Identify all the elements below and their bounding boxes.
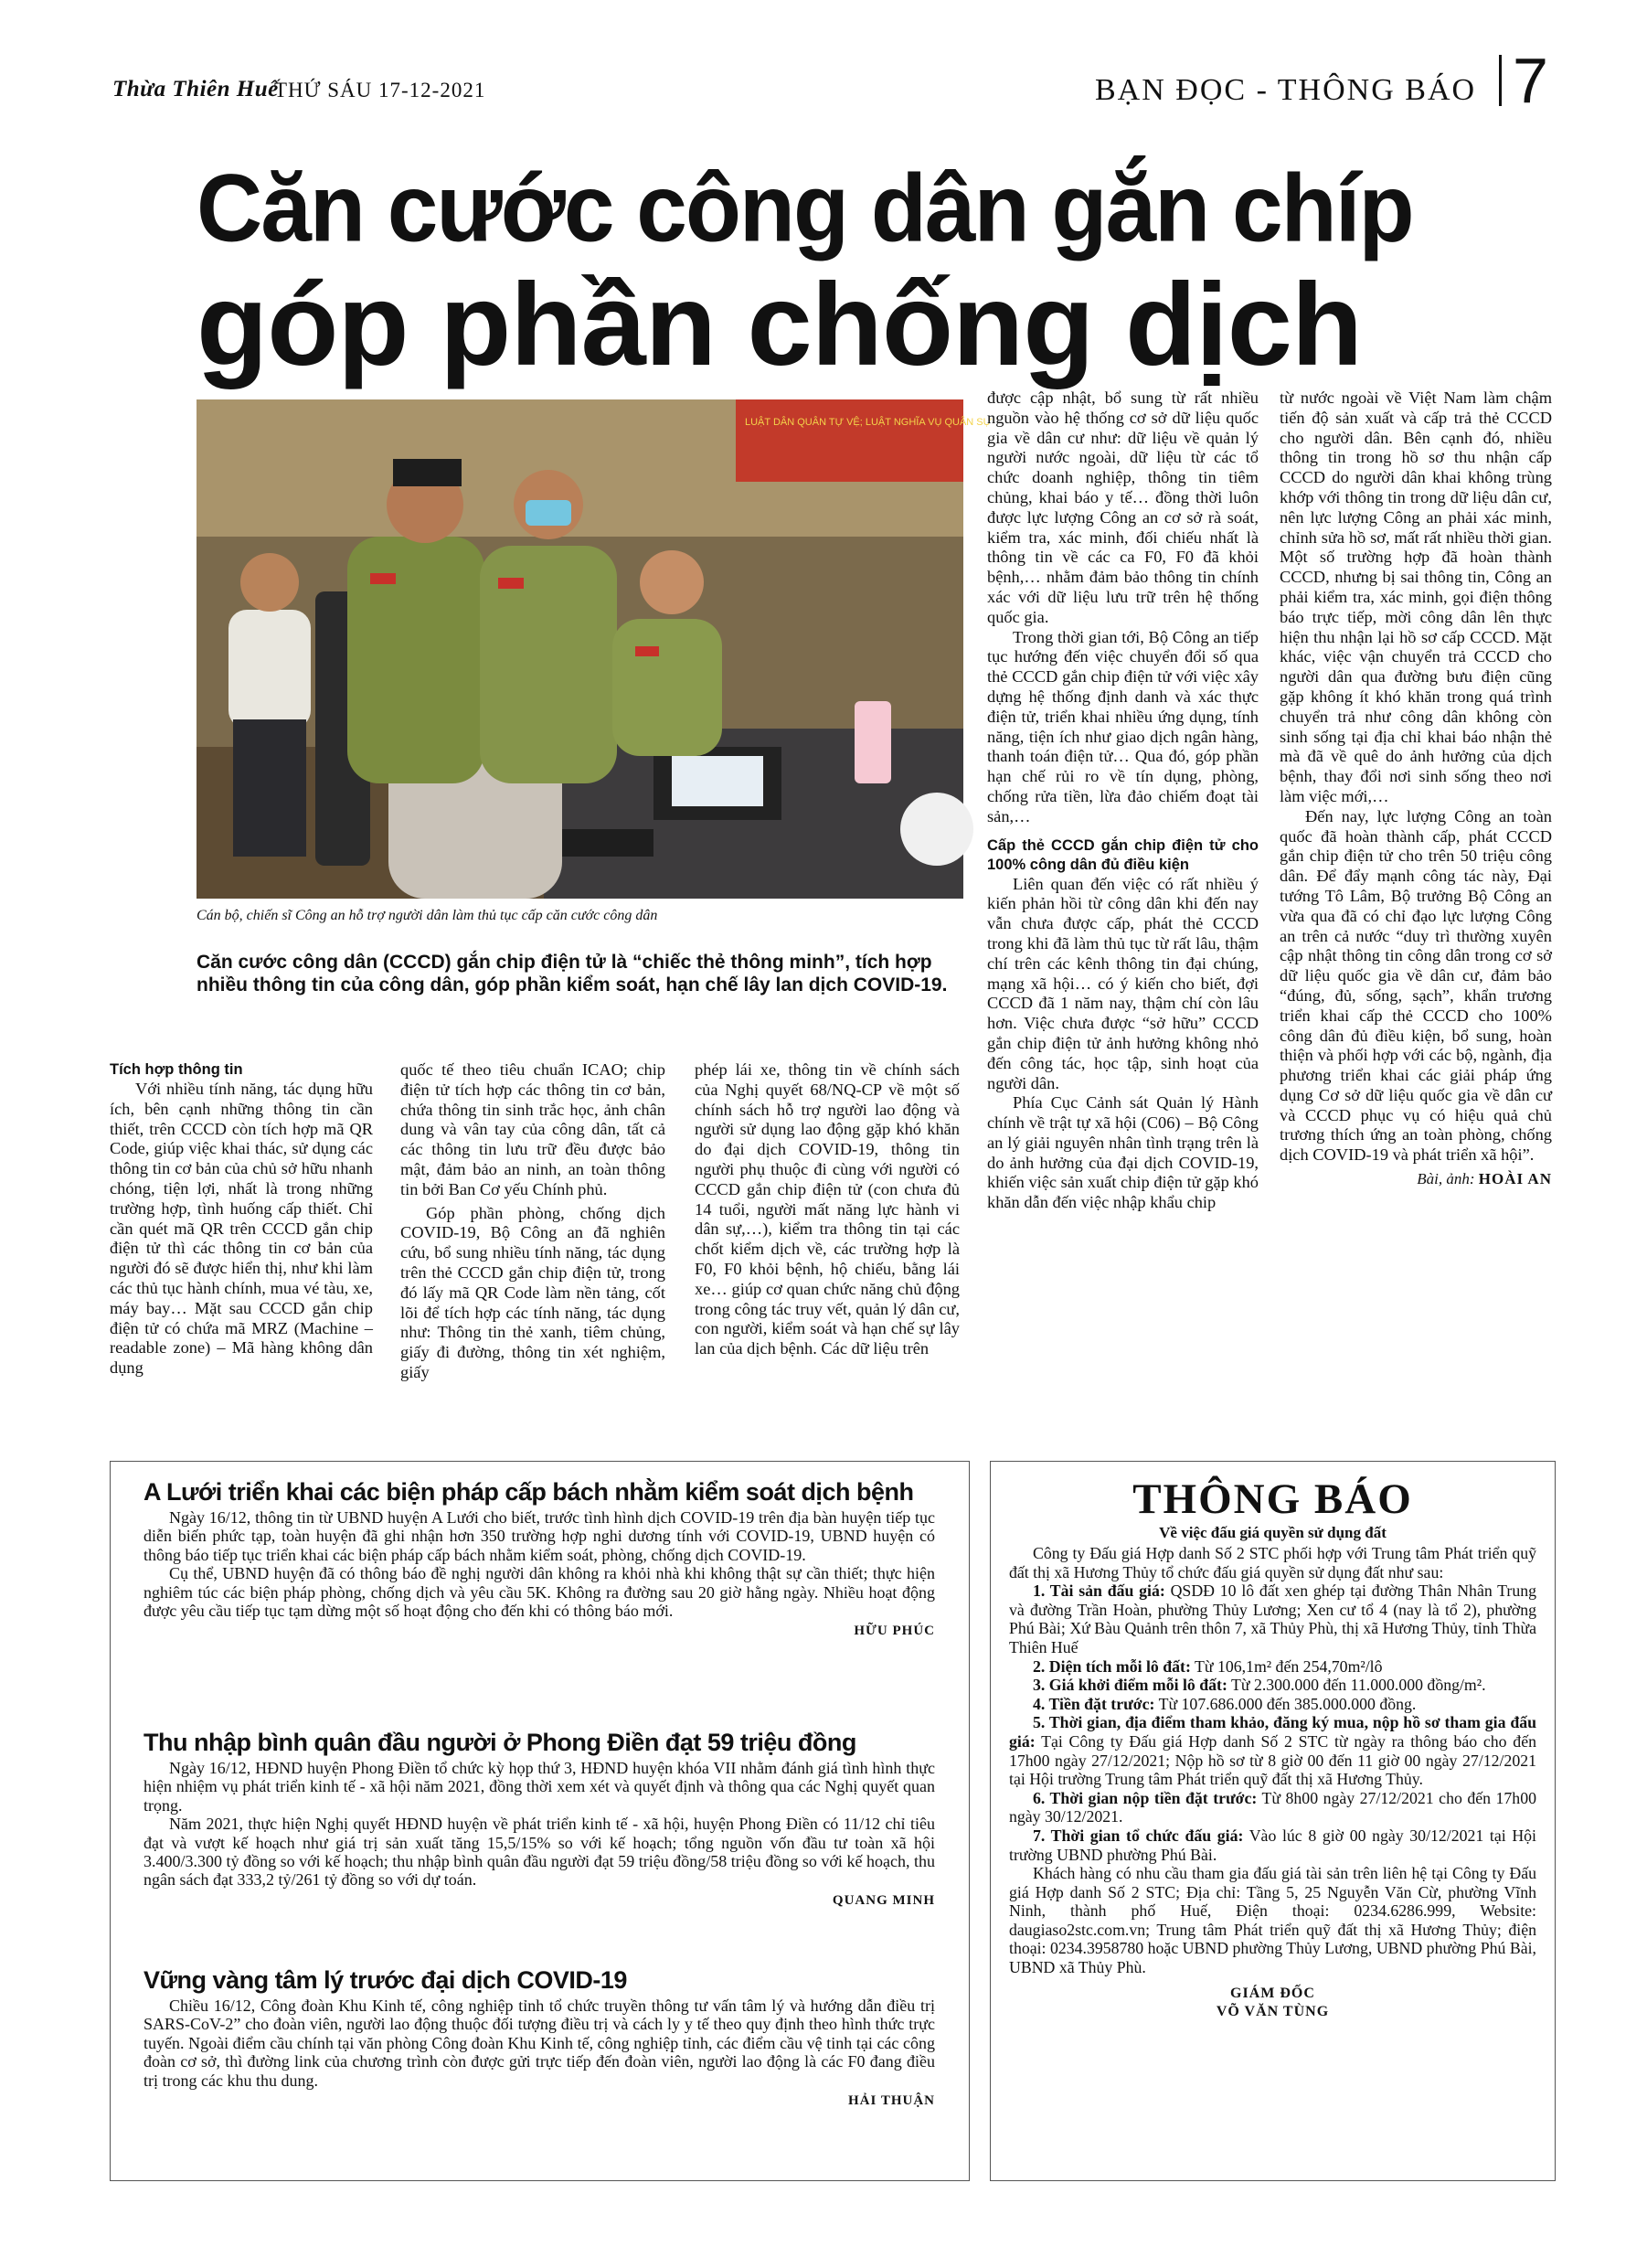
photo-caption: Cán bộ, chiến sĩ Công an hỗ trợ người dân làm thủ tục cấp căn cước công dân — [197, 908, 658, 923]
article-photo — [197, 399, 993, 899]
paragraph: Góp phần phòng, chống dịch COVID-19, Bộ Công an đã nghiên cứu, bổ sung nhiều tính năng, tác dụng trên thẻ CCCD gắn chip điện tử, trong đó lấy mã QR Code làm nền tảng, cốt lõi để tích hợp các tính năng, tác dụng như: Thông tin thẻ xanh, tiêm chủng, giấy đi đường, thông tin xét nghiệm, giấy — [400, 1203, 665, 1381]
item-label: 4. Tiền đặt trước: — [1033, 1694, 1155, 1713]
news-author: QUANG MINH — [832, 1892, 935, 1908]
notice-item-1 — [1009, 1581, 1536, 1656]
notice-contact: Khách hàng có nhu cầu tham gia đấu giá tài sản trên liên hệ tại Công ty Đấu giá Hợp danh Số 2 STC; Địa chỉ: Tầng 5, 25 Nguyễn Văn Cừ, phường Vĩnh Ninh, thành phố Huế, Điện thoại: 0234.6286.999, Website: daugiaso2stc.com.vn; Trung tâm Phát triển quỹ đất thị xã Hương Thủy; điện thoại: 0234.3958780 hoặc UBND phường Thủy Lương, UBND phường Phú Bài, UBND xã Thủy Phù. — [1009, 1864, 1536, 1977]
article-byline — [1280, 1169, 1552, 1189]
news-headline: Thu nhập bình quân đầu người ở Phong Điền đạt 59 triệu đồng — [143, 1729, 856, 1756]
article-column-2 — [400, 1060, 665, 1383]
article-column-1 — [110, 1060, 373, 1379]
news-body — [143, 1996, 935, 2090]
item-label: 3. Giá khởi điểm mỗi lô đất: — [1033, 1676, 1227, 1695]
item-text: Từ 107.686.000 đến 385.000.000 đồng. — [1154, 1694, 1417, 1713]
article-column-3 — [695, 1060, 960, 1359]
news-author: HẢI THUẬN — [848, 2093, 935, 2109]
headline-line-1: Căn cước công dân gắn chíp — [197, 154, 1413, 262]
item-label: 6. Thời gian nộp tiền đặt trước: — [1033, 1788, 1258, 1807]
paragraph: Đến nay, lực lượng Công an toàn quốc đã hoàn thành cấp, phát CCCD gắn chip điện tử cho trên 50 triệu công dân. Để đẩy mạnh công tác này, Đại tướng Tô Lâm, Bộ trưởng Bộ Công an vừa qua đã có chỉ đạo lực lượng Công an trên cả nước “duy trì thường xuyên cập nhật thông tin công dân trong cơ sở dữ liệu quốc gia về dân cư, đảm bảo “đúng, đủ, sống, sạch”, khẩn trương triển khai cấp thẻ CCCD cho 100% công dân đủ điều kiện, bổ sung, hoàn thiện và phối hợp với các bộ, ngành, địa phương triển khai các giải pháp ứng dụng Cơ sở dữ liệu quốc gia về dân cư và CCCD phục vụ có hiệu quả chủ trương thích ứng an toàn phòng, chống dịch COVID-19 và phát triển xã hội”. — [1280, 806, 1552, 1165]
news-briefs-box — [110, 1461, 970, 2181]
item-label: 1. Tài sản đấu giá: — [1033, 1581, 1165, 1601]
page-number: 7 — [1513, 45, 1548, 116]
byline-author: HOÀI AN — [1478, 1170, 1552, 1188]
photo-illustration — [197, 399, 993, 899]
item-text: QSDĐ 10 lô đất xen ghép tại đường Thân Nhân Trung và đường Trần Hoàn, phường Thủy Lương; Xen cư tổ 4 (nay là tổ 2), phường Phú Bài; Xứ Bàu Quảnh trên thôn 7, xã Thủy Phù, thị xã Hương Thủy, tỉnh Thừa Thiên Huế — [1009, 1581, 1537, 1656]
notice-subtitle: Về việc đấu giá quyền sử dụng đất — [1159, 1524, 1387, 1541]
signer-name: VÕ VĂN TÙNG — [1216, 2003, 1330, 2019]
item-label: 2. Diện tích mỗi lô đất: — [1033, 1656, 1191, 1676]
paragraph: Trong thời gian tới, Bộ Công an tiếp tục hướng đến việc chuyển đổi số qua thẻ CCCD gắn chip điện tử với việc xây dựng hệ thống định danh và xác thực điện tử, triển khai nhiều ứng dụng, tính năng, tiện ích như giao dịch ngân hàng, thanh toán điện tử… Qua đó, góp phần hạn chế rủi ro về tín dụng, phòng, chống rửa tiền, lừa đảo chiếm đoạt tài sản,… — [987, 627, 1259, 825]
section-title: BẠN ĐỌC - THÔNG BÁO — [1095, 73, 1477, 107]
news-item — [143, 1729, 935, 1909]
notice-item-2 — [1009, 1657, 1536, 1677]
news-headline: A Lưới triển khai các biện pháp cấp bách nhằm kiểm soát dịch bệnh — [143, 1478, 914, 1506]
news-item — [143, 1478, 935, 1639]
article-column-5 — [1280, 389, 1552, 1189]
signer-title: GIÁM ĐỐC — [1230, 1985, 1315, 2001]
paragraph: Ngày 16/12, thông tin từ UBND huyện A Lưới cho biết, trước tình hình dịch COVID-19 trên địa bàn huyện tiếp tục diễn biến phức tạp, toàn huyện đã ghi nhận hơn 350 trường hợp nghi dương tính với COVID-19, UBND huyện có thông báo tiếp tục triển khai các biện pháp cấp bách nhằm kiểm soát, phòng, chống dịch COVID-19. — [143, 1508, 935, 1564]
notice-signature — [1009, 1985, 1536, 2021]
subheading-integration: Tích hợp thông tin — [110, 1061, 243, 1078]
notice-item-7 — [1009, 1826, 1536, 1864]
news-headline: Vững vàng tâm lý trước đại dịch COVID-19 — [143, 1966, 627, 1994]
subheading-issuance: Cấp thẻ CCCD gắn chip điện tử cho 100% công dân đủ điều kiện — [987, 836, 1259, 873]
notice-item-5 — [1009, 1713, 1536, 1788]
paragraph: từ nước ngoài về Việt Nam làm chậm tiến độ sản xuất và cấp trả thẻ CCCD cho người dân. Bên cạnh đó, nhiều thông tin trong hồ sơ thu nhận cấp CCCD do người dân khai không trùng khớp với thông tin trong dữ liệu dân cư, nên lực lượng Công an phải xác minh, chỉnh sửa hồ sơ, mất rất nhiều thời gian. Một số trường hợp đã hoàn thành CCCD, nhưng bị sai thông tin, Công an phải kiểm tra, xác minh, gọi điện thông báo trực tiếp, mời công dân lên thực hiện thu nhận lại hồ sơ cấp CCCD. Mặt khác, việc vận chuyển trả CCCD cho người dân qua đường bưu điện cũng gặp không ít khó khăn trong quá trình chuyển trả như công dân không còn sinh sống tại địa chỉ khai báo nhận thẻ mà đã về quê do ảnh hưởng của dịch bệnh, thay đổi nơi sinh sống theo nơi làm việc mới,… — [1280, 389, 1552, 805]
auction-notice-box — [990, 1461, 1556, 2181]
paragraph: phép lái xe, thông tin về chính sách của Nghị quyết 68/NQ-CP về một số chính sách hỗ trợ người lao động và người sử dụng lao động gặp khó khăn do đại dịch COVID-19, thông tin người phụ thuộc đi cùng với người có CCCD gắn chip điện tử (con chưa đủ 14 tuổi, người mất năng lực hành vi dân sự,…), kiểm tra thông tin tại các chốt kiểm dịch về, các trường hợp là F0, F0 khỏi bệnh, hộ chiếu, bằng lái xe… giúp cơ quan chức năng chủ động trong công tác truy vết, quản lý dân cư, con người, kiểm soát và hạn chế sự lây lan của dịch bệnh. Các dữ liệu trên — [695, 1060, 960, 1358]
item-text: Từ 8h00 ngày 27/12/2021 cho đến 17h00 ngày 30/12/2021. — [1009, 1788, 1536, 1826]
masthead: Thừa Thiên Huế — [112, 77, 279, 101]
notice-item-4 — [1009, 1695, 1536, 1714]
item-text: Vào lúc 8 giờ 00 ngày 30/12/2021 tại Hội trường UBND phường Phú Bài. — [1009, 1826, 1536, 1864]
notice-intro: Công ty Đấu giá Hợp danh Số 2 STC phối hợp với Trung tâm Phát triển quỹ đất thị xã Hương Thủy tổ chức đấu giá quyền sử dụng đất như sau: — [1009, 1544, 1536, 1581]
paragraph: quốc tế theo tiêu chuẩn ICAO; chip điện tử tích hợp các thông tin cơ bản, chứa thông tin sinh trắc học, ảnh chân dung và vân tay của công dân, tất cả các thông tin lưu trữ đều được bảo mật, đảm bảo an ninh, an toàn thông tin bởi Ban Cơ yếu Chính phủ. — [400, 1060, 665, 1198]
item-label: 7. Thời gian tổ chức đấu giá: — [1033, 1826, 1244, 1845]
notice-item-6 — [1009, 1789, 1536, 1826]
header-divider — [1499, 55, 1502, 106]
paragraph: được cập nhật, bổ sung từ rất nhiều nguồn vào hệ thống cơ sở dữ liệu quốc gia về dân cư như: dữ liệu về quản lý người nước ngoài, dữ liệu từ các tổ chức doanh nghiệp, thông tin tiêm chủng, khai báo y tế… đồng thời luôn được lực lượng Công an cơ sở rà soát, kiểm tra, xác minh, đối chiếu nhất là thông tin về các ca F0, F0 đã khỏi bệnh,… nhằm đảm bảo thông tin chính xác với dữ liệu lưu trữ trên hệ thống quốc gia. — [987, 389, 1259, 626]
notice-content — [1009, 1476, 1536, 2021]
item-text: Từ 106,1m² đến 254,70m²/lô — [1190, 1656, 1383, 1676]
notice-title: THÔNG BÁO — [1132, 1475, 1413, 1523]
headline-line-2: góp phần chống dịch — [197, 260, 1363, 390]
news-author: HỮU PHÚC — [854, 1624, 935, 1639]
photo-banner-text: LUẬT DÂN QUÂN TỰ VỆ; LUẬT NGHĨA VỤ QUÂN SỰ — [745, 417, 993, 428]
paragraph: Năm 2021, thực hiện Nghị quyết HĐND huyện về phát triển kinh tế - xã hội, huyện Phong Điền có 11/12 chỉ tiêu đạt và vượt kế hoạch như giá trị sản xuất tăng 15,5/15% so với kế hoạch; tổng nguồn vốn đầu tư toàn xã hội 3.400/3.300 tỷ đồng so với kế hoạch; thu nhập bình quân đầu người đạt 59 triệu đồng/58 triệu đồng so với kế hoạch, thu ngân sách đạt 333,2 tỷ/261 tỷ đồng so với dự toán. — [143, 1815, 935, 1890]
item-label: 5. Thời gian, địa điểm tham khảo, đăng ký mua, nộp hồ sơ tham gia đấu giá: — [1009, 1713, 1536, 1751]
item-text: Tại Công ty Đấu giá Hợp danh Số 2 STC từ ngày ra thông báo cho đến 17h00 ngày 27/12/2021; Nộp hồ sơ từ 8 giờ 00 đến 11 giờ 00 ngày 27/12/2021 tại Hội trường Trung tâm Phát triển quỹ đất thị xã Hương Thủy. — [1009, 1731, 1536, 1789]
news-body — [143, 1759, 935, 1890]
byline-label: Bài, ảnh: — [1417, 1170, 1475, 1188]
notice-body — [1009, 1544, 1536, 1977]
paragraph: Cụ thể, UBND huyện đã có thông báo đề nghị người dân không ra khỏi nhà khi không thật sự cần thiết; thực hiện nghiêm túc các biện pháp phòng, chống dịch và yêu cầu 5K. Không ra đường sau 20 giờ hằng ngày. Nhiều hoạt động được yêu cầu tiếp tục tạm dừng một số hoạt động cho đến khi có thông báo mới. — [143, 1564, 935, 1621]
paragraph: Phía Cục Cảnh sát Quản lý Hành chính về trật tự xã hội (C06) – Bộ Công an lý giải nguyên nhân tình trạng trên là do ảnh hưởng của đại dịch COVID-19, khiến việc sản xuất chip điện tử gặp khó khăn dẫn đến việc nhập khẩu chip — [987, 1093, 1259, 1212]
news-body — [143, 1508, 935, 1620]
item-text: Từ 2.300.000 đến 11.000.000 đồng/m². — [1227, 1676, 1486, 1695]
news-item — [143, 1966, 935, 2109]
paragraph: Với nhiều tính năng, tác dụng hữu ích, bên cạnh những thông tin cần thiết, trên CCCD còn tích hợp mã QR Code, giúp việc khai thác, sử dụng các thông tin cơ bản của chủ sở hữu nhanh chóng, tiện lợi, nhất là trong những trường hợp, tình huống cấp thiết. Chỉ cần quét mã QR trên CCCD gắn chip điện tử thì các thông tin cơ bản của người đó sẽ được hiển thị, như khi làm các thủ tục hành chính, mua vé tàu, xe, máy bay… Mặt sau CCCD gắn chip điện tử có chứa mã MRZ (Machine – readable zone) – Mã hàng không dân dụng — [110, 1080, 373, 1378]
notice-item-3 — [1009, 1676, 1536, 1695]
paragraph: Liên quan đến việc có rất nhiều ý kiến phản hồi từ công dân khi đến nay vẫn chưa được cấp, phát thẻ CCCD trong khi đã làm thủ tục từ rất lâu, thậm chí trên các kênh thông tin đại chúng, mạng xã hội… có ý kiến cho biết, đợi CCCD đã 1 năm nay, thậm chí còn lâu hơn. Việc chưa được “sở hữu” CCCD gắn chip điện tử ảnh hưởng không nhỏ đến công tác, học tập, sinh hoạt của người dân. — [987, 874, 1259, 1092]
article-lede: Căn cước công dân (CCCD) gắn chip điện tử là “chiếc thẻ thông minh”, tích hợp nhiều thông tin của công dân, góp phần kiểm soát, hạn chế lây lan dịch COVID-19. — [197, 952, 948, 996]
paragraph: Chiều 16/12, Công đoàn Khu Kinh tế, công nghiệp tỉnh tổ chức truyền thông tư vấn tâm lý và hướng dẫn điều trị SARS-CoV-2” cho đoàn viên, người lao động thuộc đối tượng điều trị và cách ly y tế theo quy định theo hình thức trực tuyến. Ngoài điểm cầu chính tại văn phòng Công đoàn Khu Kinh tế, công nghiệp tỉnh, các điểm cầu vệ tinh tại các công đoàn cơ sở, thì đường link của chương trình còn được gửi trực tiếp đến đoàn viên, người lao động là các F0 đang điều trị trong các khu thu dung. — [143, 1996, 935, 2090]
issue-date: THỨ SÁU 17-12-2021 — [274, 79, 486, 101]
paragraph: Ngày 16/12, HĐND huyện Phong Điền tổ chức kỳ họp thứ 3, HĐND huyện khóa VII nhằm đánh giá tình hình thực hiện nhiệm vụ phát triển kinh tế - xã hội năm 2021, đồng thời xem xét và quyết định và thông qua các Nghị quyết quan trọng. — [143, 1759, 935, 1815]
article-column-4 — [987, 389, 1259, 1213]
